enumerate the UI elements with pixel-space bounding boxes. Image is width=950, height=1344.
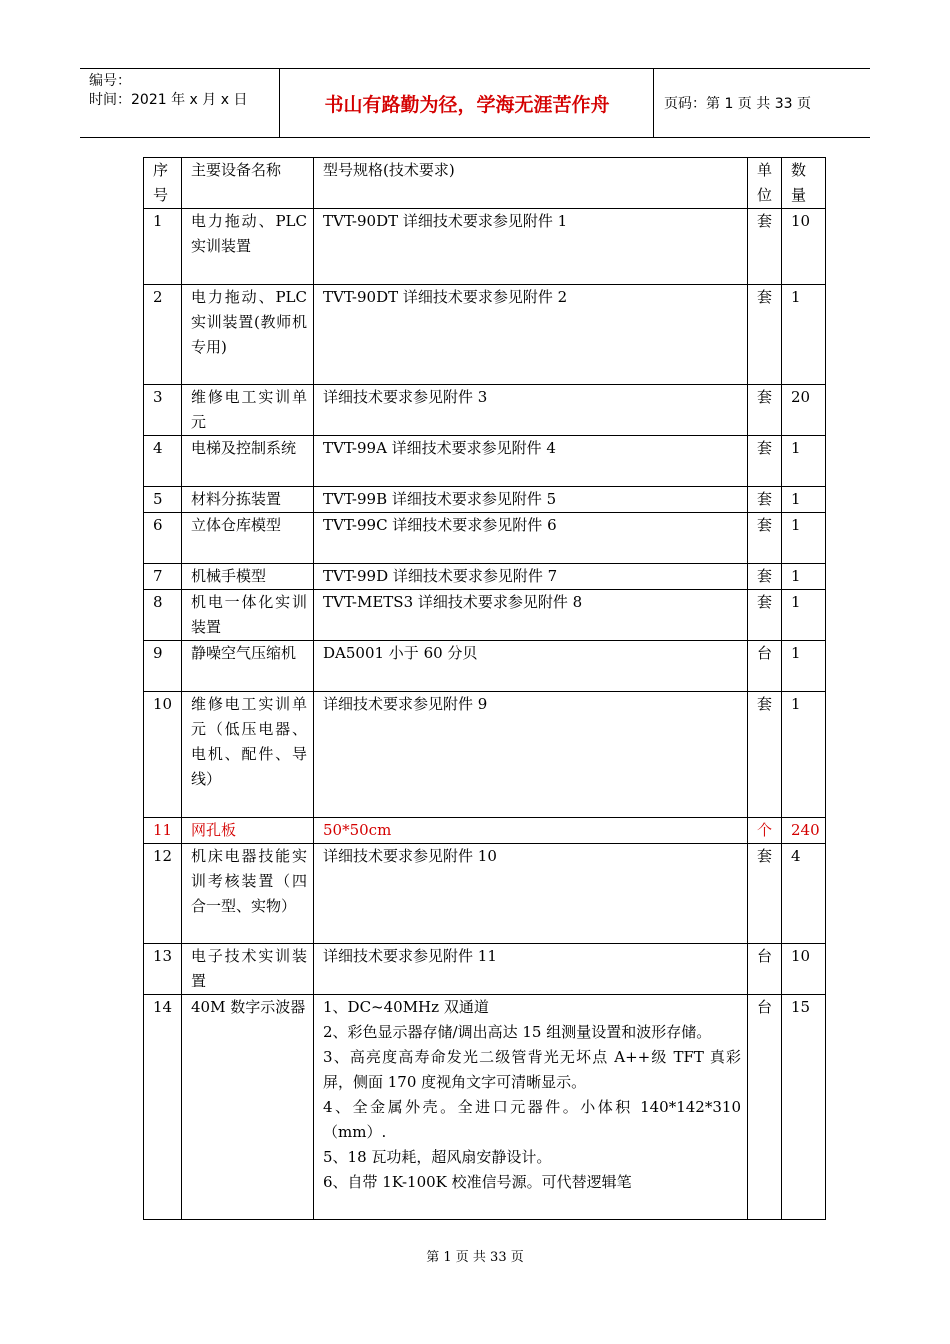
row-unit: 套 — [748, 209, 782, 285]
row-number: 13 — [144, 944, 182, 995]
row-qty: 1 — [782, 590, 826, 641]
row-qty: 1 — [782, 564, 826, 590]
row-spec — [314, 564, 748, 590]
header-no: 序号 — [144, 158, 182, 209]
row-name: 维修电工实训单元（低压电器、电机、配件、导线） — [182, 692, 314, 818]
row-qty: 1 — [782, 285, 826, 385]
row-unit: 台 — [748, 641, 782, 692]
table-row — [144, 844, 826, 944]
row-unit: 套 — [748, 285, 782, 385]
table-header-row — [144, 158, 826, 209]
row-unit: 个 — [748, 818, 782, 844]
table-row — [144, 818, 826, 844]
row-number: 14 — [144, 995, 182, 1220]
number-label: 编号： — [89, 73, 131, 89]
row-name: 40M 数字示波器 — [182, 995, 314, 1220]
table-row — [144, 285, 826, 385]
spec-line: TVT-METS3 详细技术要求参见附件 8 — [323, 593, 583, 611]
row-number: 3 — [144, 385, 182, 436]
row-qty: 240 — [782, 818, 826, 844]
table-row — [144, 436, 826, 487]
table-row — [144, 590, 826, 641]
header-unit: 单位 — [748, 158, 782, 209]
table-row — [144, 385, 826, 436]
row-spec — [314, 844, 748, 944]
spec-line: 4、全金属外壳。全进口元器件。小体积 140*142*310（mm）. — [323, 1098, 741, 1141]
table-row — [144, 209, 826, 285]
row-spec — [314, 285, 748, 385]
header-page-code: 页码：第 1 页 共 33 页 — [664, 96, 811, 112]
row-qty: 1 — [782, 513, 826, 564]
row-qty: 15 — [782, 995, 826, 1220]
spec-line: TVT-90DT 详细技术要求参见附件 1 — [323, 212, 568, 230]
row-qty: 10 — [782, 209, 826, 285]
row-number: 2 — [144, 285, 182, 385]
row-unit: 套 — [748, 564, 782, 590]
table-row — [144, 641, 826, 692]
spec-line: 5、18 瓦功耗，超风扇安静设计。 — [323, 1148, 552, 1166]
row-name: 机械手模型 — [182, 564, 314, 590]
row-unit: 套 — [748, 590, 782, 641]
row-name: 机电一体化实训装置 — [182, 590, 314, 641]
row-number: 11 — [144, 818, 182, 844]
row-unit: 套 — [748, 487, 782, 513]
header-qty: 数量 — [782, 158, 826, 209]
row-name: 网孔板 — [182, 818, 314, 844]
row-unit: 套 — [748, 513, 782, 564]
spec-line: 详细技术要求参见附件 9 — [323, 695, 488, 713]
table-row — [144, 487, 826, 513]
row-unit: 套 — [748, 844, 782, 944]
row-spec — [314, 209, 748, 285]
row-number: 8 — [144, 590, 182, 641]
header-spec: 型号规格(技术要求) — [314, 158, 748, 209]
spec-line: 1、DC~40MHz 双通道 — [323, 998, 489, 1016]
spec-line: TVT-99A 详细技术要求参见附件 4 — [323, 439, 556, 457]
spec-line: TVT-99B 详细技术要求参见附件 5 — [323, 490, 557, 508]
row-unit: 套 — [748, 385, 782, 436]
row-qty: 10 — [782, 944, 826, 995]
row-name: 材料分拣装置 — [182, 487, 314, 513]
spec-line: 3、高亮度高寿命发光二级管背光无坏点 A++级 TFT 真彩屏，侧面 170 度视角文字可清晰显示。 — [323, 1048, 741, 1091]
row-number: 6 — [144, 513, 182, 564]
page-footer: 第 1 页 共 33 页 — [426, 1250, 524, 1265]
row-name: 立体仓库模型 — [182, 513, 314, 564]
equipment-table — [143, 157, 826, 1220]
spec-line: 详细技术要求参见附件 3 — [323, 388, 488, 406]
table-row — [144, 692, 826, 818]
row-spec — [314, 641, 748, 692]
row-spec — [314, 995, 748, 1220]
page-header — [80, 68, 870, 138]
row-qty: 20 — [782, 385, 826, 436]
table-body — [144, 209, 826, 1220]
table-row — [144, 944, 826, 995]
row-spec — [314, 436, 748, 487]
row-unit: 套 — [748, 436, 782, 487]
row-number: 12 — [144, 844, 182, 944]
row-name: 电力拖动、PLC实训装置 — [182, 209, 314, 285]
spec-line: 50*50cm — [323, 821, 392, 839]
row-name: 电梯及控制系统 — [182, 436, 314, 487]
row-number: 5 — [144, 487, 182, 513]
spec-line: 详细技术要求参见附件 11 — [323, 947, 497, 965]
row-number: 10 — [144, 692, 182, 818]
row-spec — [314, 590, 748, 641]
row-qty: 1 — [782, 487, 826, 513]
row-unit: 台 — [748, 944, 782, 995]
row-qty: 1 — [782, 436, 826, 487]
row-qty: 1 — [782, 692, 826, 818]
time-label: 时间：2021 年 x 月 x 日 — [89, 92, 248, 108]
row-spec — [314, 944, 748, 995]
row-number: 1 — [144, 209, 182, 285]
row-number: 4 — [144, 436, 182, 487]
row-name: 电子技术实训装置 — [182, 944, 314, 995]
header-meta — [80, 69, 280, 137]
table-row — [144, 995, 826, 1220]
row-unit: 台 — [748, 995, 782, 1220]
row-name: 静噪空气压缩机 — [182, 641, 314, 692]
row-qty: 4 — [782, 844, 826, 944]
table-row — [144, 564, 826, 590]
row-name: 机床电器技能实训考核装置（四合一型、实物） — [182, 844, 314, 944]
table-row — [144, 513, 826, 564]
row-spec — [314, 818, 748, 844]
row-number: 9 — [144, 641, 182, 692]
row-spec — [314, 487, 748, 513]
row-unit: 套 — [748, 692, 782, 818]
spec-line: 6、自带 1K-100K 校准信号源。可代替逻辑笔 — [323, 1173, 632, 1191]
row-name: 电力拖动、PLC实训装置(教师机专用) — [182, 285, 314, 385]
spec-line: DA5001 小于 60 分贝 — [323, 644, 478, 662]
row-spec — [314, 692, 748, 818]
row-name: 维修电工实训单元 — [182, 385, 314, 436]
row-number: 7 — [144, 564, 182, 590]
row-spec — [314, 513, 748, 564]
spec-line: 2、彩色显示器存储/调出高达 15 组测量设置和波形存储。 — [323, 1023, 712, 1041]
header-name: 主要设备名称 — [182, 158, 314, 209]
row-qty: 1 — [782, 641, 826, 692]
row-spec — [314, 385, 748, 436]
header-motto: 书山有路勤为径，学海无涯苦作舟 — [281, 69, 654, 137]
spec-line: 详细技术要求参见附件 10 — [323, 847, 497, 865]
spec-line: TVT-90DT 详细技术要求参见附件 2 — [323, 288, 568, 306]
spec-line: TVT-99D 详细技术要求参见附件 7 — [323, 567, 558, 585]
spec-line: TVT-99C 详细技术要求参见附件 6 — [323, 516, 557, 534]
